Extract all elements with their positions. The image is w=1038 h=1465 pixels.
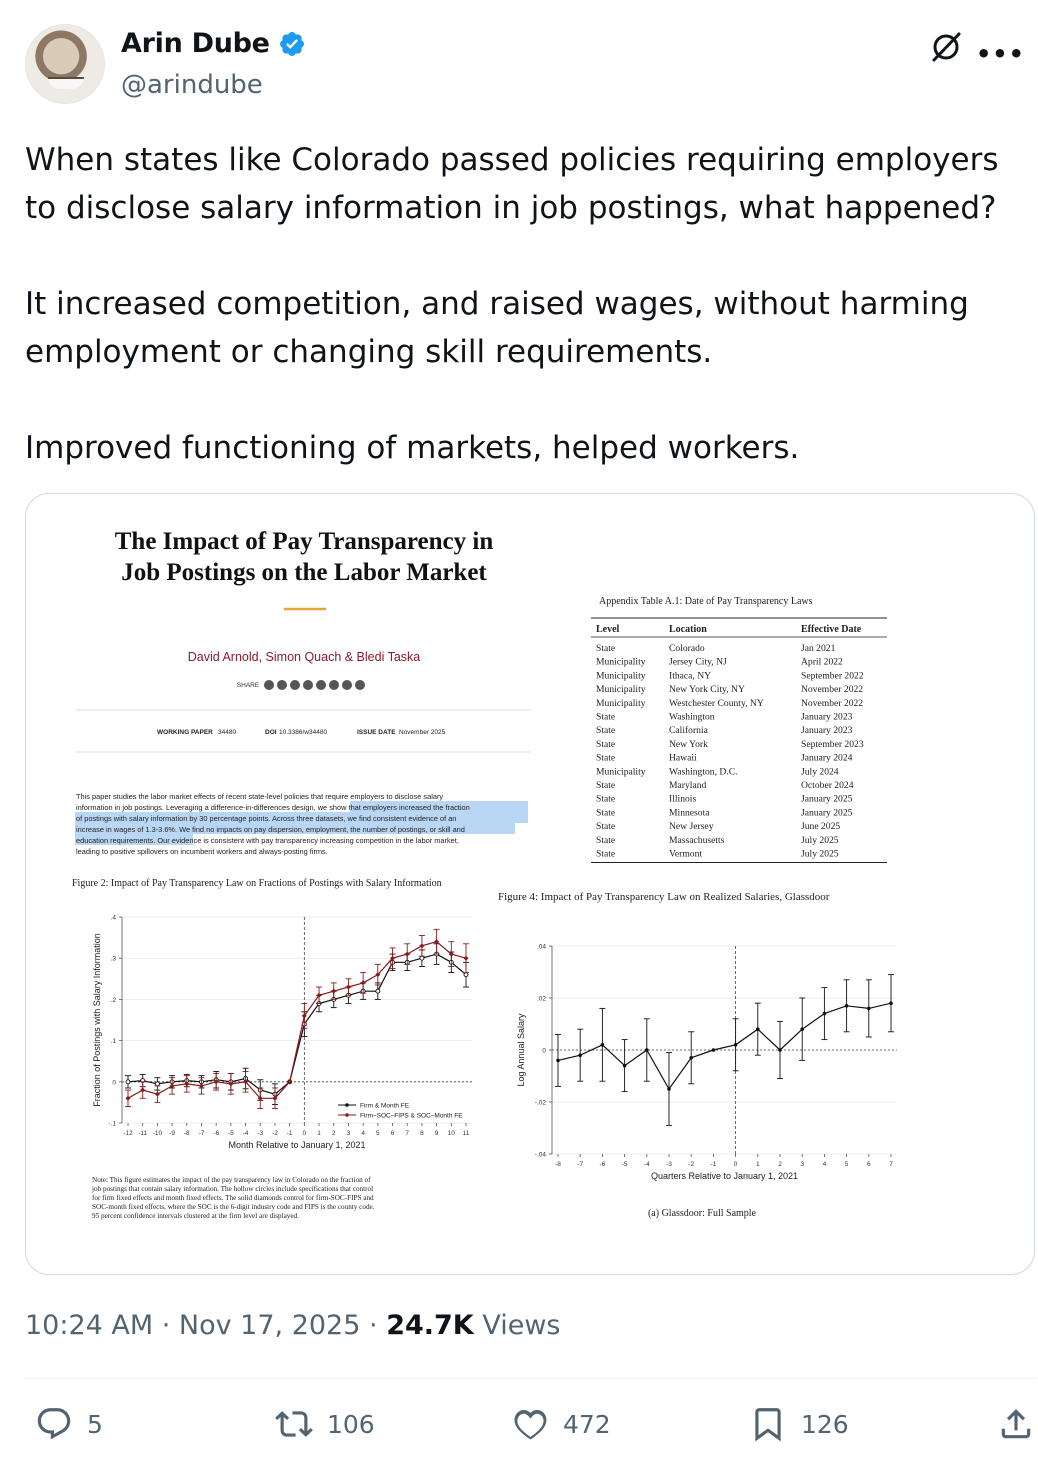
data-point bbox=[346, 985, 351, 990]
data-point bbox=[331, 989, 336, 994]
figure2-note-line: for firm fixed effects and month fixed effects. The solid diamonds control for firm-SOC-FIPS and bbox=[92, 1194, 374, 1202]
share-icon bbox=[997, 1405, 1035, 1443]
y-tick-label: .02 bbox=[536, 995, 546, 1003]
x-tick-label: -5 bbox=[621, 1161, 628, 1168]
data-point bbox=[689, 1056, 693, 1060]
issue-date-label: ISSUE DATE bbox=[357, 729, 396, 736]
meta-separator: · bbox=[369, 1310, 387, 1341]
doi-label: DOI bbox=[265, 729, 277, 736]
table-cell: State bbox=[596, 834, 616, 846]
y-tick-label: .2 bbox=[110, 996, 116, 1004]
share-icons bbox=[264, 680, 365, 690]
data-point bbox=[420, 956, 424, 960]
figure4-chart bbox=[516, 944, 897, 1182]
x-tick-label: -1 bbox=[286, 1130, 293, 1137]
series-line bbox=[128, 954, 466, 1094]
table-cell: Colorado bbox=[669, 643, 705, 654]
table-cell: Jersey City, NJ bbox=[669, 656, 727, 668]
table-cell: January 2025 bbox=[801, 793, 853, 805]
table-cell: Illinois bbox=[669, 793, 697, 805]
x-tick-label: 2 bbox=[778, 1161, 782, 1168]
paper-meta-row bbox=[157, 729, 446, 736]
abstract-line: This paper studies the labor market effects of recent state-level policies that require employers to disclose salary bbox=[76, 792, 444, 801]
table-cell: Maryland bbox=[669, 780, 707, 791]
table-cell: November 2022 bbox=[801, 697, 864, 709]
x-tick-label: 7 bbox=[889, 1161, 893, 1168]
data-point bbox=[667, 1087, 671, 1091]
x-tick-label: 5 bbox=[844, 1161, 849, 1168]
table-cell: California bbox=[669, 725, 708, 737]
x-tick-label: -9 bbox=[169, 1130, 175, 1137]
issue-date-value: November 2025 bbox=[399, 729, 446, 736]
figure2-note-line: Note: This figure estimates the impact of the pay transparency law in Colorado on the fraction of bbox=[92, 1176, 371, 1184]
table-cell: State bbox=[596, 848, 616, 860]
tweet-paragraph: It increased competition, and raised wages, without harming employment or changing skill requirements. bbox=[25, 286, 969, 370]
author-display-name[interactable]: Arin Dube bbox=[121, 28, 270, 59]
table-cell: July 2024 bbox=[801, 766, 839, 778]
data-point bbox=[361, 980, 366, 985]
y-tick-label: .4 bbox=[110, 914, 116, 922]
table-cell: November 2022 bbox=[801, 684, 864, 696]
data-point bbox=[464, 956, 469, 961]
table-cell: Washington bbox=[669, 711, 715, 723]
abstract-line: leading to positive spillovers on incumbent workers and always-posting firms. bbox=[76, 847, 328, 856]
views-label: Views bbox=[482, 1310, 561, 1341]
data-point bbox=[126, 1096, 131, 1101]
data-point bbox=[464, 973, 468, 977]
table-header-cell: Location bbox=[669, 624, 707, 635]
table-cell: State bbox=[596, 780, 616, 791]
x-tick-label: 1 bbox=[755, 1161, 760, 1168]
data-point bbox=[155, 1092, 160, 1097]
author-handle[interactable]: @arindube bbox=[121, 70, 263, 100]
table-cell: New York bbox=[669, 738, 708, 750]
y-tick-label: 0 bbox=[542, 1047, 546, 1055]
avatar[interactable] bbox=[25, 24, 105, 104]
data-point bbox=[155, 1082, 159, 1086]
figure2-note bbox=[91, 1176, 375, 1220]
table-cell: State bbox=[596, 821, 616, 833]
data-point bbox=[823, 1012, 827, 1016]
tweet-paragraph: Improved functioning of markets, helped workers. bbox=[25, 430, 800, 466]
table-cell: State bbox=[596, 643, 616, 654]
x-tick-label: -6 bbox=[599, 1161, 606, 1168]
x-tick-label: 0 bbox=[733, 1161, 738, 1168]
x-tick-label: 1 bbox=[317, 1130, 321, 1137]
table-cell: New York City, NY bbox=[669, 684, 745, 696]
legend-label: Firm–SOC–FIPS & SOC–Month FE bbox=[360, 1112, 463, 1120]
tweet-media-image[interactable] bbox=[25, 493, 1035, 1275]
appendix-table bbox=[591, 596, 887, 863]
table-cell: Vermont bbox=[669, 848, 703, 860]
bookmark-icon bbox=[749, 1405, 787, 1443]
data-point bbox=[419, 943, 424, 948]
share-label: SHARE bbox=[236, 682, 260, 689]
x-tick-label: 4 bbox=[361, 1130, 365, 1137]
divider bbox=[25, 1378, 1035, 1379]
x-tick-label: 8 bbox=[420, 1130, 424, 1137]
abstract-line: information in job postings. Leveraging a difference-in-differences design, we show that employers increased the fraction bbox=[76, 803, 470, 812]
x-tick-label: 5 bbox=[376, 1130, 380, 1137]
figure4-caption: Figure 4: Impact of Pay Transparency Law on Realized Salaries, Glassdoor bbox=[498, 891, 830, 903]
table-cell: State bbox=[596, 793, 616, 805]
tweet-timestamp[interactable]: 10:24 AM · Nov 17, 2025 bbox=[25, 1310, 361, 1341]
share-button[interactable] bbox=[997, 1405, 1035, 1447]
data-point bbox=[867, 1007, 871, 1011]
x-tick-label: -12 bbox=[123, 1130, 133, 1137]
y-tick-label: 0 bbox=[112, 1079, 116, 1087]
table-cell: State bbox=[596, 738, 616, 750]
data-point bbox=[889, 1001, 893, 1005]
table-cell: September 2023 bbox=[801, 738, 864, 750]
x-tick-label: -8 bbox=[183, 1130, 190, 1137]
data-point bbox=[601, 1043, 605, 1047]
x-tick-label: -3 bbox=[257, 1130, 264, 1137]
x-tick-label: -7 bbox=[198, 1130, 205, 1137]
data-point bbox=[405, 952, 410, 957]
x-tick-label: -4 bbox=[643, 1161, 650, 1168]
data-point bbox=[578, 1053, 582, 1057]
table-cell: Municipality bbox=[596, 670, 646, 682]
table-cell: Municipality bbox=[596, 697, 646, 709]
x-tick-label: 11 bbox=[462, 1130, 470, 1137]
x-axis-label: Quarters Relative to January 1, 2021 bbox=[650, 1171, 799, 1181]
data-point bbox=[778, 1048, 782, 1052]
table-cell: Municipality bbox=[596, 766, 646, 778]
y-tick-label: .3 bbox=[110, 955, 116, 963]
table-cell: January 2023 bbox=[801, 725, 853, 737]
data-point bbox=[140, 1088, 145, 1093]
reply-icon bbox=[35, 1405, 73, 1443]
abstract-line: increase in wages of 1.3-3.6%. We find no impacts on pay dispersion, employment, the number of postings, or skill and bbox=[76, 825, 465, 834]
legend-marker bbox=[345, 1113, 349, 1117]
table-cell: New Jersey bbox=[669, 821, 714, 833]
paper-collage bbox=[26, 494, 1035, 1275]
figure2-note-line: SOC-month fixed effects, where the SOC is the 6-digit industry code and FIPS is the county code. bbox=[92, 1203, 375, 1211]
data-point bbox=[756, 1027, 760, 1031]
table-cell: Municipality bbox=[596, 684, 646, 696]
x-tick-label: 10 bbox=[447, 1130, 455, 1137]
table-cell: October 2024 bbox=[801, 780, 854, 791]
bookmark-button[interactable]: 126 bbox=[749, 1405, 849, 1443]
table-cell: Minnesota bbox=[669, 807, 710, 819]
working-paper-number: 34480 bbox=[218, 729, 237, 736]
x-tick-label: 3 bbox=[800, 1161, 805, 1168]
y-tick-label: .1 bbox=[110, 1038, 116, 1046]
x-tick-label: 0 bbox=[302, 1130, 307, 1137]
y-axis-label: Log Annual Salary bbox=[516, 1013, 526, 1087]
table-header-cell: Effective Date bbox=[801, 624, 862, 635]
table-cell: Hawaii bbox=[669, 752, 697, 764]
tweet-meta bbox=[25, 1310, 560, 1341]
data-point bbox=[845, 1004, 849, 1008]
table-cell: Massachusetts bbox=[669, 834, 725, 846]
data-point bbox=[376, 989, 380, 993]
grok-icon[interactable] bbox=[929, 30, 963, 64]
data-point bbox=[712, 1048, 716, 1052]
x-tick-label: -5 bbox=[227, 1130, 234, 1137]
tweet-paragraph: When states like Colorado passed policies requiring employers to disclose salary information in job postings, what happened? bbox=[25, 142, 999, 226]
x-tick-label: -7 bbox=[577, 1161, 584, 1168]
table-cell: Municipality bbox=[596, 656, 646, 668]
table-cell: April 2022 bbox=[801, 656, 843, 668]
table-cell: State bbox=[596, 711, 616, 723]
x-tick-label: -10 bbox=[152, 1130, 163, 1137]
data-point bbox=[734, 1043, 738, 1047]
table-cell: Ithaca, NY bbox=[669, 670, 712, 682]
x-tick-label: -2 bbox=[272, 1130, 278, 1137]
table-cell: June 2025 bbox=[801, 821, 841, 833]
x-tick-label: 2 bbox=[331, 1130, 336, 1137]
figure2-chart bbox=[92, 915, 472, 1151]
series-line bbox=[558, 1003, 891, 1089]
heart-icon bbox=[511, 1405, 549, 1443]
paper-title-line1: The Impact of Pay Transparency in bbox=[114, 528, 494, 555]
data-point bbox=[126, 1080, 130, 1084]
series-line bbox=[128, 942, 466, 1099]
data-point bbox=[623, 1064, 627, 1068]
table-cell: Washington, D.C. bbox=[669, 766, 738, 778]
abstract-line: of postings with salary information by 30 percentage points. Across three datasets, we find consistent evidence of an bbox=[76, 814, 457, 823]
x-tick-label: -2 bbox=[688, 1161, 695, 1168]
reply-button[interactable]: 5 bbox=[35, 1405, 103, 1443]
y-tick-label: -.1 bbox=[108, 1120, 116, 1128]
repost-icon bbox=[275, 1405, 313, 1443]
table-cell: January 2025 bbox=[801, 807, 853, 819]
tweet-actions bbox=[25, 1405, 1035, 1455]
table-cell: State bbox=[596, 807, 616, 819]
paper-authors: David Arnold, Simon Quach & Bledi Taska bbox=[187, 650, 421, 664]
x-tick-label: 7 bbox=[405, 1130, 410, 1137]
legend-marker bbox=[345, 1103, 349, 1107]
x-tick-label: -11 bbox=[138, 1130, 148, 1137]
views-count: 24.7K bbox=[386, 1310, 474, 1341]
x-tick-label: -3 bbox=[666, 1161, 672, 1168]
tweet-header bbox=[25, 24, 1025, 108]
x-axis-label: Month Relative to January 1, 2021 bbox=[228, 1140, 366, 1150]
table-cell: January 2024 bbox=[801, 752, 853, 764]
x-tick-label: 3 bbox=[346, 1130, 351, 1137]
abstract-line: education requirements. Our evidence is consistent with pay transparency increasing competition in the labor market, bbox=[76, 836, 459, 845]
like-button[interactable]: 472 bbox=[511, 1405, 611, 1443]
x-tick-label: 6 bbox=[390, 1130, 395, 1137]
data-point bbox=[645, 1048, 649, 1052]
x-tick-label: -6 bbox=[213, 1130, 220, 1137]
figure2-note-line: job postings that contain salary information. The hollow circles include specifications that control bbox=[92, 1185, 374, 1193]
y-tick-label: .04 bbox=[536, 943, 546, 951]
x-tick-label: 6 bbox=[866, 1161, 871, 1168]
figure4-subcaption: (a) Glassdoor: Full Sample bbox=[647, 1208, 757, 1219]
x-tick-label: -4 bbox=[242, 1130, 249, 1137]
doi-value: 10.3386/w34480 bbox=[279, 729, 328, 736]
y-tick-label: -.02 bbox=[534, 1099, 546, 1107]
table-cell: January 2023 bbox=[801, 711, 853, 723]
data-point bbox=[800, 1027, 804, 1031]
data-point bbox=[556, 1059, 560, 1063]
verified-badge-icon bbox=[278, 30, 306, 58]
table-cell: July 2025 bbox=[801, 834, 839, 846]
table-cell: July 2025 bbox=[801, 848, 839, 860]
author-name-row bbox=[121, 28, 306, 59]
figure2-caption: Figure 2: Impact of Pay Transparency Law on Fractions of Postings with Salary Information bbox=[72, 878, 442, 889]
y-axis-label: Fraction of Postings with Salary Information bbox=[92, 933, 102, 1107]
x-tick-label: -8 bbox=[555, 1161, 561, 1168]
table-cell: State bbox=[596, 752, 616, 764]
legend-label: Firm & Month FE bbox=[360, 1102, 410, 1110]
table-cell: Jan 2021 bbox=[801, 643, 836, 654]
table-cell: September 2022 bbox=[801, 670, 864, 682]
more-options-icon[interactable]: ••• bbox=[975, 40, 1025, 68]
x-tick-label: 4 bbox=[822, 1161, 827, 1168]
working-paper-label: WORKING PAPER bbox=[157, 729, 213, 736]
table-header-cell: Level bbox=[596, 624, 620, 635]
table-caption: Appendix Table A.1: Date of Pay Transparency Laws bbox=[599, 596, 813, 607]
repost-button[interactable]: 106 bbox=[275, 1405, 375, 1443]
table-cell: State bbox=[596, 725, 616, 737]
y-tick-label: -.04 bbox=[534, 1151, 546, 1159]
tweet-text bbox=[25, 136, 1015, 472]
table-cell: Westchester County, NY bbox=[669, 697, 764, 709]
figure2-note-line: 95 percent confidence intervals clustered at the firm level are displayed. bbox=[92, 1212, 299, 1220]
x-tick-label: -1 bbox=[710, 1161, 717, 1168]
x-tick-label: 9 bbox=[434, 1130, 439, 1137]
paper-title-line2: Job Postings on the Labor Market bbox=[121, 559, 487, 586]
